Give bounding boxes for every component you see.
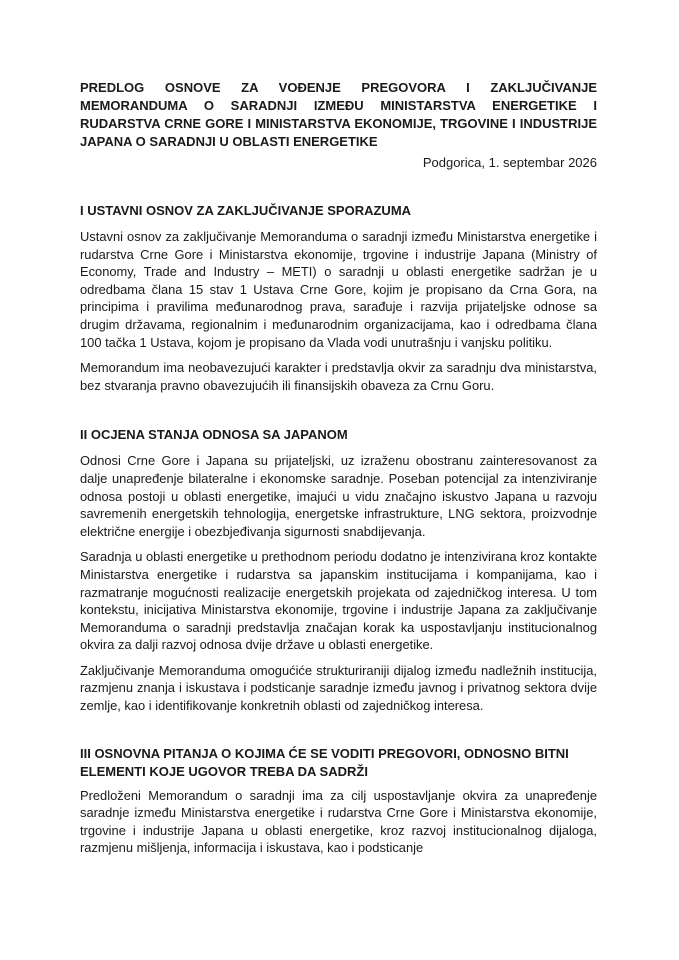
paragraph: Zaključivanje Memoranduma omogućiće strukturiraniji dijalog između nadležnih institucija, razmjenu znanja i iskustava i podsticanje saradnje između javnog i privatnog sektora dvije zemlje, kao i identifikovanje konkretnih oblasti od zajedničkog interesa.: [80, 662, 597, 714]
paragraph: Memorandum ima neobavezujući karakter i predstavlja okvir za saradnju dva ministarstva, bez stvaranja pravno obavezujućih ili finansijskih obaveza za Crnu Goru.: [80, 360, 597, 393]
section-heading: I USTAVNI OSNOV ZA ZAKLJUČIVANJE SPORAZUMA: [80, 203, 412, 218]
date-line: Podgorica, 1. septembar 2026: [422, 155, 597, 170]
section-constitutional-basis: [80, 202, 597, 394]
paragraph: Ustavni osnov za zaključivanje Memoranduma o saradnji između Ministarstva energetike i rudarstva Crne Gore i Ministarstva ekonomije, trgovine i industrije Japana (Ministry of Economy, Trade and Industry – METI) o saradnji u oblasti energetike sadržan je u odredbama člana 15 stav 1 Ustava Crne Gore, kojim je propisano da Crna Gora, na principima i pravilima međunarodnog prava, sarađuje i razvija prijateljske odnose sa drugim državama, regionalnim i međunarodnim organizacijama, kao i odredbama člana 100 tačka 1 Ustava, kojom je propisano da Vlada vodi unutrašnju i vanjsku politiku.: [80, 229, 597, 350]
section-heading: III OSNOVNA PITANJA O KOJIMA ĆE SE VODITI PREGOVORI, ODNOSNO BITNI ELEMENTI KOJE UGOVOR TREBA DA SADRŽI: [80, 745, 569, 779]
section-negotiation-issues: [80, 745, 597, 857]
paragraph: Odnosi Crne Gore i Japana su prijateljski, uz izraženu obostranu zainteresovanost za dalje unapređenje bilateralne i ekonomske saradnje. Poseban potencijal za intenziviranje odnosa postoji u oblasti energetike, imajući u vidu značajno iskustvo Japana u razvoju savremenih energetskih tehnologija, energetske infrastrukture, LNG sektora, proizvodnje električne energije i obezbjeđivanja sigurnosti snabdijevanja.: [80, 453, 597, 539]
section-heading: II OCJENA STANJA ODNOSA SA JAPANOM: [80, 427, 348, 443]
document-title: PREDLOG OSNOVE ZA VOĐENJE PREGOVORA I ZAKLJUČIVANJE MEMORANDUMA O SARADNJI IZMEĐU MINISTARSTVA ENERGETIKE I RUDARSTVA CRNE GORE I MINISTARSTVA EKONOMIJE, TRGOVINE I INDUSTRIJE JAPANA O SARADNJI U OBLASTI ENERGETIKE: [80, 80, 597, 149]
paragraph: Saradnja u oblasti energetike u prethodnom periodu dodatno je intenzivirana kroz kontakte Ministarstva energetike i rudarstva sa japanskim institucijama i kompanijama, kao i razmatranje mogućnosti realizacije energetskih projekata od zajedničkog interesa. U tom kontekstu, inicijativa Ministarstva ekonomije, trgovine i industrije Japana za zaključivanje Memoranduma o saradnji predstavlja značajan korak ka uspostavljanju institucionalnog okvira za dalji razvoj odnosa dvije države u oblasti energetike.: [80, 549, 597, 653]
section-relations-assessment: [80, 426, 597, 714]
document-page: [80, 79, 597, 857]
paragraph: Predloženi Memorandum o saradnji ima za cilj uspostavljanje okvira za unapređenje saradnje između Ministarstva energetike i rudarstva Crne Gore i Ministarstva ekonomije, trgovine i industrije Japana u oblasti energetike, kroz razvoj institucionalnog dijaloga, razmjenu mišljenja, informacija i iskustava, kao i podsticanje: [80, 787, 597, 856]
